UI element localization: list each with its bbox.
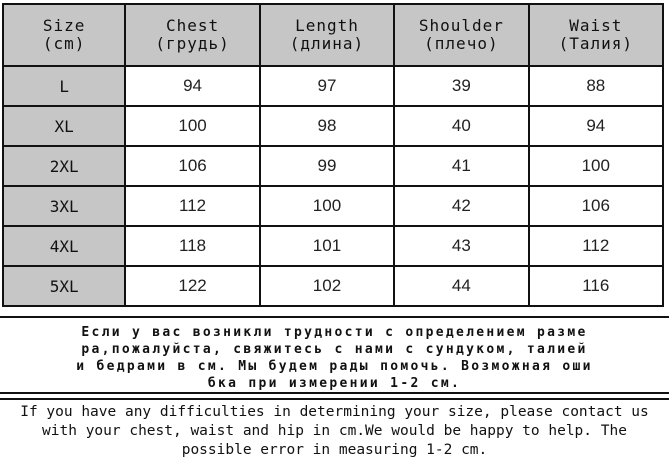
header-chest-translation: (грудь) [155, 34, 230, 53]
table-row [3, 226, 663, 266]
english-note-line: with your chest, waist and hip in cm.We would be happy to help. The [42, 423, 627, 439]
length-cell: 99 [260, 146, 394, 186]
table-row [3, 66, 663, 106]
chest-cell: 94 [125, 66, 259, 106]
shoulder-cell: 41 [394, 146, 528, 186]
size-cell: 4XL [3, 226, 125, 266]
header-row [3, 4, 663, 66]
russian-note-line: Если у вас возникли трудности с определением разме [81, 325, 588, 340]
header-shoulder-translation: (плечо) [424, 34, 499, 53]
length-cell: 102 [260, 266, 394, 306]
russian-note-line: и бедрами в см. Мы будем рады помочь. Возможная оши [76, 359, 593, 374]
waist-cell: 106 [529, 186, 663, 226]
header-waist-translation: (Талия) [558, 34, 633, 53]
shoulder-cell: 42 [394, 186, 528, 226]
chest-cell: 106 [125, 146, 259, 186]
chest-cell: 100 [125, 106, 259, 146]
chest-cell: 122 [125, 266, 259, 306]
shoulder-cell: 43 [394, 226, 528, 266]
table-row [3, 146, 663, 186]
chest-cell: 112 [125, 186, 259, 226]
english-note-line: If you have any difficulties in determining your size, please contact us [20, 404, 649, 420]
header-length-title: Length [295, 16, 359, 35]
shoulder-cell: 44 [394, 266, 528, 306]
table-row [3, 186, 663, 226]
table-row [3, 106, 663, 146]
length-cell: 97 [260, 66, 394, 106]
shoulder-cell: 39 [394, 66, 528, 106]
header-size [3, 4, 125, 66]
russian-note-line: бка при измерении 1-2 см. [207, 376, 462, 391]
waist-cell: 100 [529, 146, 663, 186]
size-cell: XL [3, 106, 125, 146]
header-waist-title: Waist [569, 16, 623, 35]
header-size-unit: (cm) [42, 34, 86, 53]
size-cell: 3XL [3, 186, 125, 226]
chest-cell: 118 [125, 226, 259, 266]
header-chest [125, 4, 259, 66]
waist-cell: 94 [529, 106, 663, 146]
header-shoulder [394, 4, 528, 66]
size-cell: 5XL [3, 266, 125, 306]
header-waist [529, 4, 663, 66]
size-cell: 2XL [3, 146, 125, 186]
header-shoulder-title: Shoulder [418, 16, 504, 35]
table-row [3, 266, 663, 306]
russian-note-line: ра,пожалуйста, свяжитесь с нами с сундуком, талией [81, 342, 588, 357]
header-length [260, 4, 394, 66]
length-cell: 100 [260, 186, 394, 226]
header-chest-title: Chest [165, 16, 220, 35]
header-length-translation: (длина) [289, 34, 365, 53]
size-cell: L [3, 66, 125, 106]
english-note-line: possible error in measuring 1-2 cm. [181, 442, 488, 458]
size-chart-table [2, 3, 664, 307]
waist-cell: 88 [529, 66, 663, 106]
shoulder-cell: 40 [394, 106, 528, 146]
russian-measurement-note [0, 316, 669, 394]
length-cell: 98 [260, 106, 394, 146]
waist-cell: 116 [529, 266, 663, 306]
waist-cell: 112 [529, 226, 663, 266]
english-measurement-note [0, 398, 669, 464]
length-cell: 101 [260, 226, 394, 266]
header-size-title: Size [42, 16, 86, 35]
